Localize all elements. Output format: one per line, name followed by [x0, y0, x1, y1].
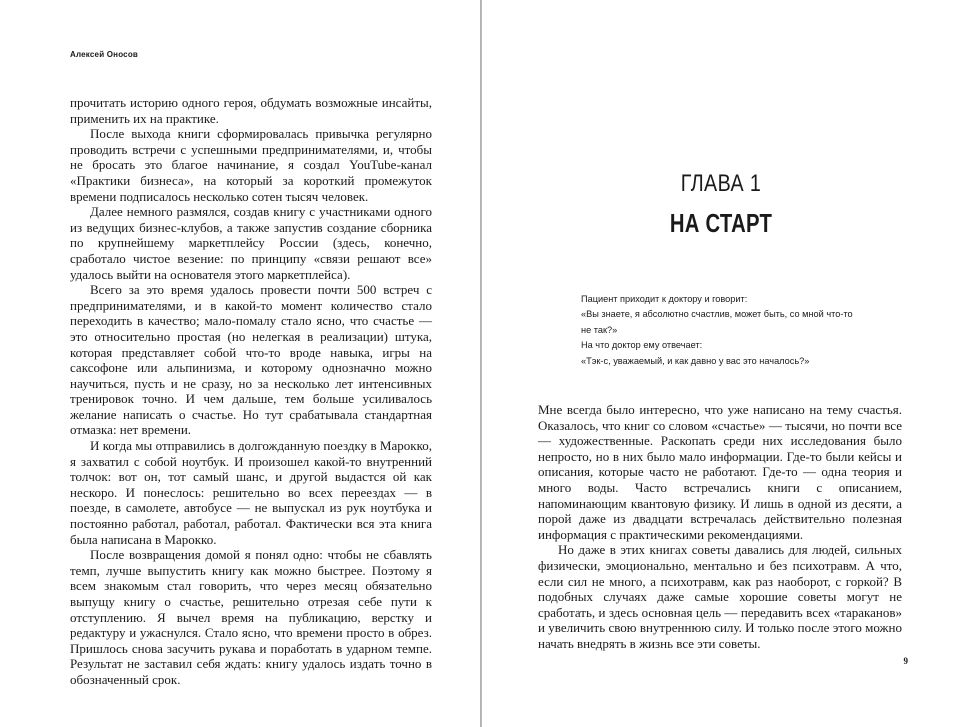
paragraph: И когда мы отправились в долгожданную поездку в Марокко, я захватил с собой ноутбук. И произошел какой-то внутренний толчок: вот он, тот самый шанс, и другой выдастся ой как нескоро. И понеслось: решительно во всех переездах — в поезде, в самолете, автобусе — не выпускал из рук ноутбука и постоянно работал, работал, работал. Фактически вся эта книга была написана в Марокко.	[70, 438, 432, 547]
epigraph-line: не так?»	[581, 324, 618, 335]
chapter-label: ГЛАВА 1	[680, 170, 762, 197]
epigraph-line: «Вы знаете, я абсолютно счастлив, может быть, со мной что-то	[581, 309, 853, 320]
epigraph-line: На что доктор ему отвечает:	[581, 340, 703, 351]
paragraph: После выхода книги сформировалась привычка регулярно проводить встречи с успешными предпринимателями, и, чтобы не бросать это благое начинание, я создал YouTube-канал «Практики бизнеса», на который за короткий промежуток времени подписалось несколько сотен тысяч человек.	[70, 126, 432, 204]
paragraph: После возвращения домой я понял одно: чтобы не сбавлять темп, лучше выпустить книгу как можно быстрее. Поэтому я всем знакомым стал говорить, что через месяц обязательно выпущу книгу о счастье, решительно отрезая себе пути к отступлению. Я вычел время на публикацию, верстку и редактуру и ужаснулся. Стало ясно, что времени просто в обрез. Пришлось снова засучить рукава и поработать в ударном темпе. Результат не заставил себя ждать: книгу удалось издать точно в обозначенный срок.	[70, 547, 432, 687]
epigraph-line: «Тэк-с, уважаемый, и как давно у вас это началось?»	[581, 355, 810, 366]
left-page-body-text	[70, 95, 432, 688]
paragraph: Всего за это время удалось провести почти 500 встреч с предпринимателями, и в какой-то момент количество стало переходить в качество; мало-помалу стало ясно, что счастье — это относительно простая (но нелегкая в реализации) штука, которая представляет собой что-то вроде навыка, игры на саксофоне или альпинизма, и которому однозначно можно научиться, пусть и не сразу, но за несколько лет интенсивных тренировок точно. И чем дальше, тем больше усиливалось желание написать о счастье. Но тут срабатывала стандартная отмазка: нет времени.	[70, 282, 432, 438]
paragraph: Мне всегда было интересно, что уже написано на тему счастья. Оказалось, что книг со словом «счастье» — тысячи, но почти все — художественные. Раскопать среди них исследования было непросто, но в них было мало информации. Где-то были кейсы и описания, которые часто не работают. Где-то — одна теория и много воды. Часто встречались книги с описанием, напоминающим квантовую физику. И лишь в одной из десяти, а порой даже из двадцати встречалась действительно полезная информация с практическими рекомендациями.	[538, 402, 902, 542]
paragraph: Но даже в этих книгах советы давались для людей, сильных физически, эмоционально, ментально и без психотравм. А что, если сил не много, а психотравм, как раз наоборот, с горкой? В подобных случаях даже самые хорошие советы могут не сработать, и здесь основная цель — передавить всех «тараканов» и увеличить свою внутреннюю силу. И только после этого можно начать внедрять в жизнь все эти советы.	[538, 542, 902, 651]
epigraph-line: Пациент приходит к доктору и говорит:	[581, 294, 748, 304]
paragraph: прочитать историю одного героя, обдумать возможные инсайты, применить их на практике.	[70, 95, 432, 126]
page-number: 9	[903, 656, 908, 666]
right-page-body-text	[538, 402, 902, 652]
chapter-title: НА СТАРТ	[669, 208, 773, 238]
right-page	[482, 0, 960, 727]
paragraph: Далее немного размялся, создав книгу с участниками одного из ведущих бизнес-клубов, а также запустив создание сборника по крупнейшему маркетплейсу России (здесь, конечно, сработало чистое везение: по принципу «связи решают все» удалось выйти на основателя этого маркетплейса).	[70, 204, 432, 282]
running-head-author: Алексей Оносов	[70, 50, 139, 59]
epigraph	[581, 292, 881, 369]
